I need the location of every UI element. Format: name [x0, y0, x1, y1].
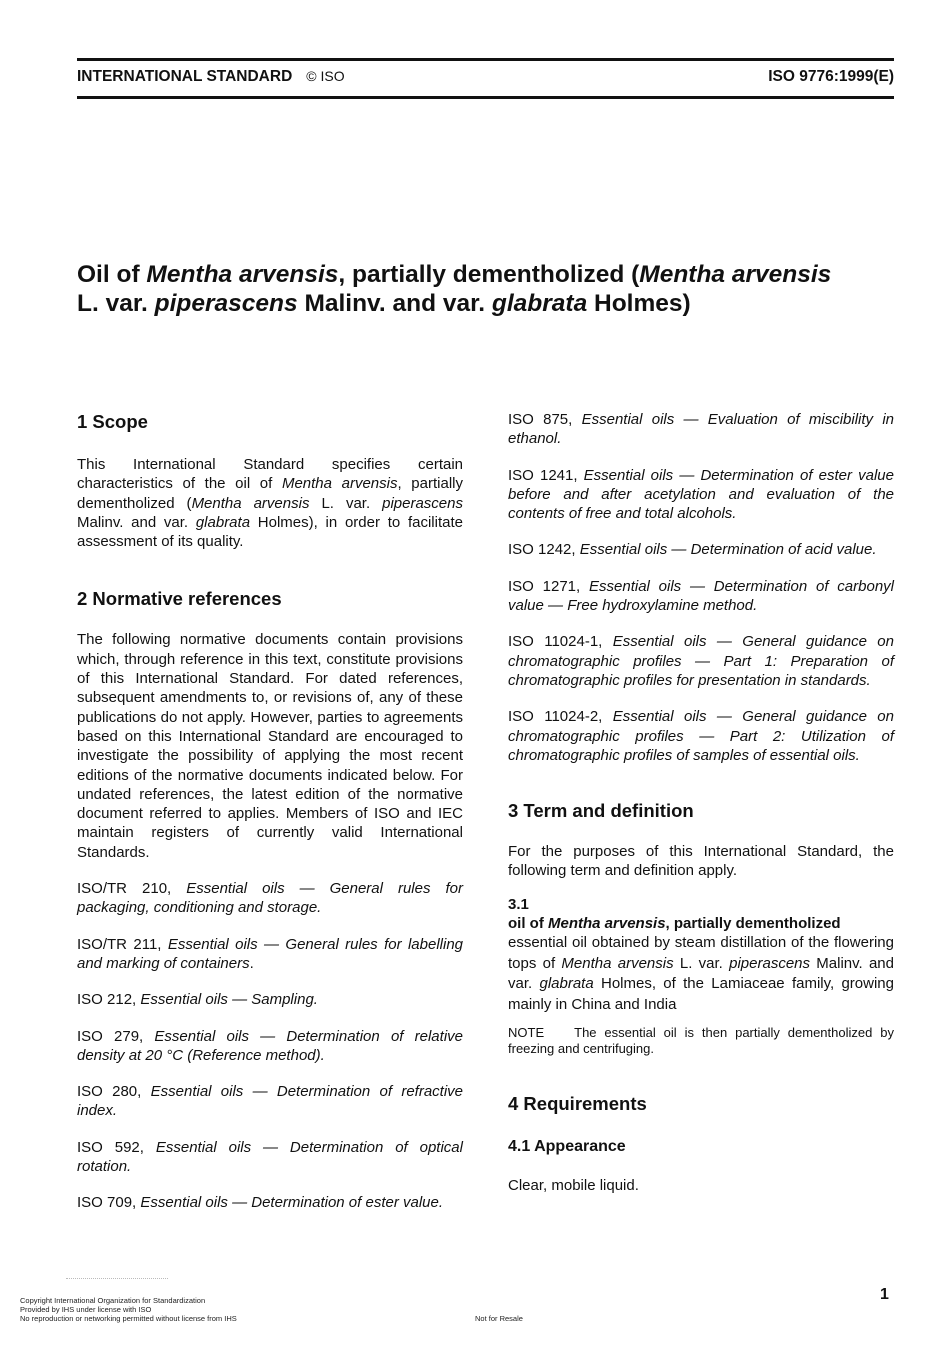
reference-item: ISO 280, Essential oils — Determination of refractive index.: [77, 1083, 464, 1120]
footer-dotted-line: [66, 1278, 168, 1280]
header-standard-type: INTERNATIONAL STANDARD © ISO: [77, 68, 345, 85]
normative-intro: The following normative documents contain provisions which, through reference in this text, constitute provisions of this International Standard. For dated references, subsequent amendments to, or revisions of, any of these publications do not apply. However, parties to agreements based on this International Standard are encouraged to investigate the possibility of applying the most recent editions of the normative documents indicated below. For undated references, the latest edition of the normative document referred to applies. Members of ISO and IEC maintain registers of currently valid International Standards.: [77, 631, 463, 861]
section-scope-heading: 1 Scope: [77, 411, 148, 432]
page-number: 1: [880, 1286, 889, 1303]
footer-not-for-resale: Not for Resale: [475, 1314, 523, 1323]
header-bottom-rule: [77, 96, 894, 99]
reference-item: ISO/TR 210, Essential oils — General rules for packaging, conditioning and storage.: [77, 880, 463, 917]
term-note: NOTE The essential oil is then partially dementholized by freezing and centrifuging.: [508, 1025, 894, 1057]
appearance-text: Clear, mobile liquid.: [508, 1177, 639, 1195]
section-requirements-heading: 4 Requirements: [508, 1093, 647, 1115]
reference-item: ISO 212, Essential oils — Sampling.: [77, 991, 318, 1009]
right-column: [508, 405, 894, 1196]
scope-text: This International Standard specifies certain characteristics of the oil of Mentha arvensis, partially dementholized (Mentha arvensis L. var. piperascens Malinv. and var. glabrata Holmes), in order to facilitate assessment of its quality.: [77, 456, 463, 551]
section-terms-heading: 3 Term and definition: [508, 800, 694, 822]
section-normative-heading: 2 Normative references: [77, 588, 282, 610]
left-column: [77, 405, 463, 1213]
header-copyright: © ISO: [306, 68, 345, 84]
footer-copyright: Copyright International Organization for Standardization Provided by IHS under license with ISO No reproduction or networking permitted without license from IHS: [20, 1296, 237, 1323]
document-title: Oil of Mentha arvensis, partially dementholized (Mentha arvensis L. var. piperascens Malinv. and var. glabrata Holmes): [77, 261, 832, 317]
reference-item: ISO 279, Essential oils — Determination of relative density at 20 °C (Reference method).: [77, 1027, 463, 1064]
term-name: oil of Mentha arvensis, partially dementholized: [508, 915, 841, 933]
reference-item: ISO/TR 211, Essential oils — General rules for labelling and marking of containers.: [77, 935, 463, 972]
term-definition: essential oil obtained by steam distillation of the flowering tops of Mentha arvensis L. var. piperascens Malinv. and var. glabrata Holmes, of the Lamiaceae family, growing mainly in China and India: [508, 934, 894, 1013]
reference-item: ISO 1242, Essential oils — Determination of acid value.: [508, 541, 877, 559]
reference-item: ISO 709, Essential oils — Determination of ester value.: [77, 1194, 444, 1212]
reference-item: ISO 1271, Essential oils — Determination of carbonyl value — Free hydroxylamine method.: [508, 577, 894, 615]
header-top-rule: [77, 58, 894, 61]
reference-item: ISO 11024-1, Essential oils — General guidance on chromatographic profiles — Part 1: Preparation of chromatographic profiles for presentation in standards.: [508, 633, 894, 689]
reference-item: ISO 1241, Essential oils — Determination of ester value before and after acetylation and evaluation of the contents of free and total alcohols.: [508, 466, 894, 523]
subsection-appearance-heading: 4.1 Appearance: [508, 1138, 626, 1156]
reference-item: ISO 592, Essential oils — Determination of optical rotation.: [77, 1138, 463, 1176]
term-number: 3.1: [508, 895, 529, 913]
reference-item: ISO 11024-2, Essential oils — General guidance on chromatographic profiles — Part 2: Utilization of chromatographic profiles of samples of essential oils.: [508, 708, 894, 764]
header-reference: ISO 9776:1999(E): [768, 68, 894, 85]
reference-item: ISO 875, Essential oils — Evaluation of miscibility in ethanol.: [508, 411, 895, 448]
terms-intro: For the purposes of this International Standard, the following term and definition apply.: [508, 843, 894, 880]
